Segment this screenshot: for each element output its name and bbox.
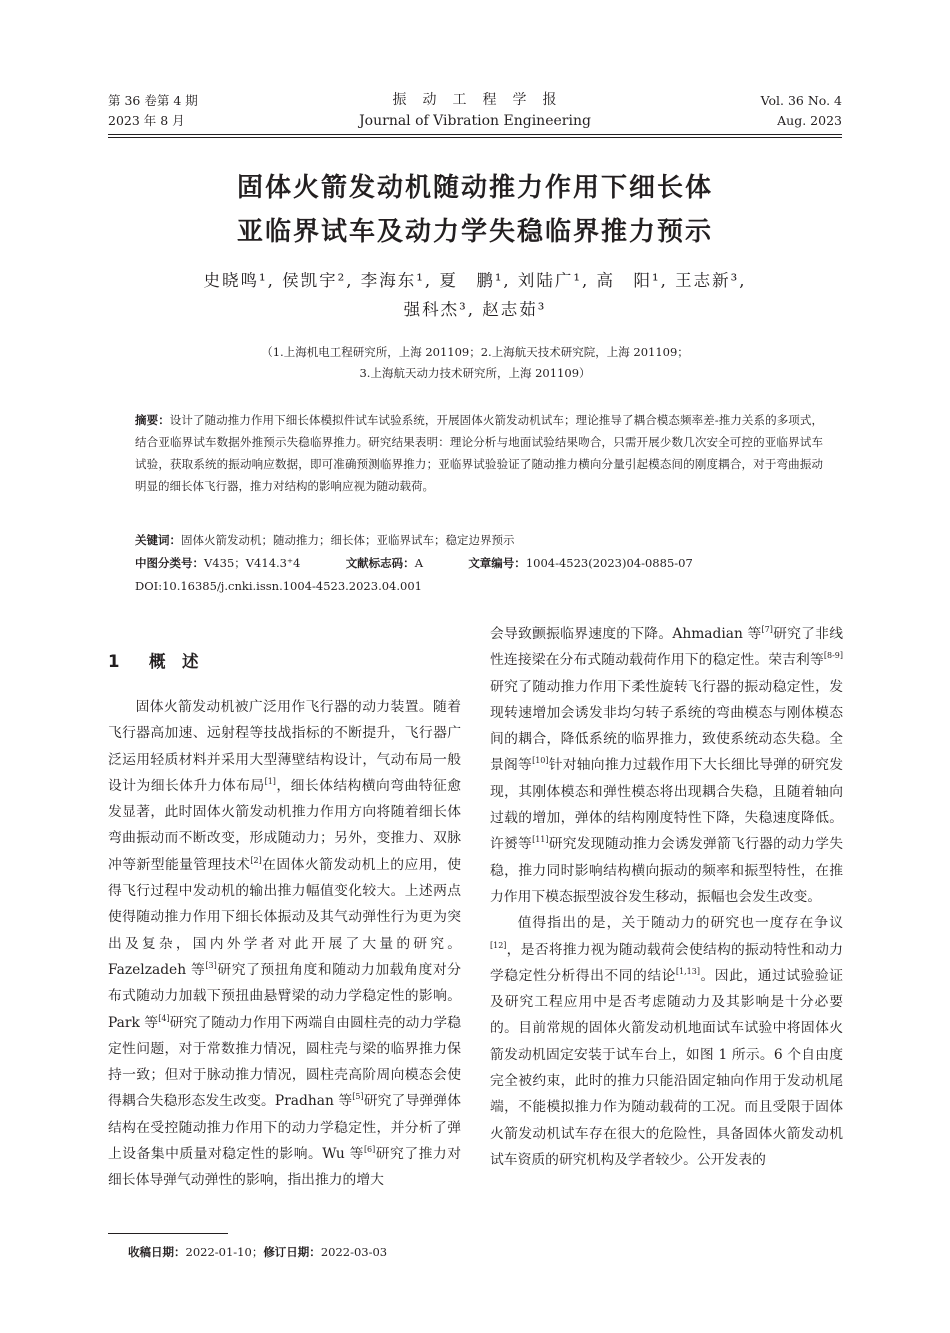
doc-code-label: 文献标志码：	[345, 556, 415, 570]
citation[interactable]: [12]	[490, 940, 507, 950]
clc-label: 中图分类号：	[135, 556, 204, 570]
keywords-text: 固体火箭发动机；随动推力；细长体；亚临界试车；稳定边界预示	[181, 533, 515, 547]
journal-name-cn: 振 动 工 程 学 报	[392, 92, 558, 108]
right-column-body	[490, 621, 843, 1173]
citation[interactable]: [6]	[363, 1145, 376, 1155]
volume-issue: 第 36 卷第 4 期	[108, 93, 198, 108]
section-title: 概 述	[148, 652, 199, 671]
header-rule-top	[108, 134, 842, 135]
affiliation-line2: 3.上海航天动力技术研究所，上海 201109）	[359, 366, 591, 380]
citation[interactable]: [1]	[264, 776, 276, 786]
abstract-label: 摘要：	[135, 413, 170, 427]
left-column-body	[108, 694, 461, 1194]
footnote-dates: 收稿日期：2022-01-10；修订日期：2022-03-03	[128, 1245, 388, 1259]
citation[interactable]: [10]	[532, 756, 549, 766]
author-list-line2: 强科杰³, 赵志茹³	[403, 300, 547, 319]
classification-line	[135, 552, 823, 574]
author-list-line1: 史晓鸣¹, 侯凯宇², 李海东¹, 夏 鹏¹, 刘陆广¹, 高 阳¹, 王志新³,	[203, 271, 747, 290]
citation[interactable]: [11]	[532, 835, 549, 845]
abstract	[135, 409, 823, 497]
abstract-text: 设计了随动推力作用下细长体模拟件试车试验系统，开展固体火箭发动机试车；理论推导了耦合模态频率差-推力关系的多项式，结合亚临界试车数据外推预示失稳临界推力。研究结果表明：理论分析与地面试验结果吻合，只需开展少数几次安全可控的亚临界试车试验，获取系统的振动响应数据，即可准确预测临界推力；亚临界试验验证了随动推力横向分量引起模态间的刚度耦合，对于弯曲振动明显的细长体飞行器，推力对结构的影响应视为随动载荷。	[135, 413, 823, 493]
keywords-label: 关键词：	[135, 533, 181, 547]
citation[interactable]: [2]	[250, 855, 262, 865]
affiliation-line1: （1.上海机电工程研究所，上海 201109；2.上海航天技术研究院，上海 201109；	[261, 345, 689, 359]
received-label: 收稿日期：	[128, 1245, 186, 1259]
publication-date: 2023 年 8 月	[108, 113, 185, 128]
footnote-rule	[108, 1233, 228, 1234]
paragraph: 值得指出的是，关于随动力的研究也一度存在争议[12]，是否将推力视为随动载荷会使结构的振动特性和动力学稳定性分析得出不同的结论[1,13]。因此，通过试验验证及研究工程应用中是否考虑随动力及其影响是十分必要的。目前常规的固体火箭发动机地面试车试验中将固体火箭发动机固定安装于试车台上，如图 1 所示。6 个自由度完全被约束，此时的推力只能沿固定轴向作用于发动机尾端，不能模拟推力作为随动载荷的工况。而且受限于固体火箭发动机试车存在很大的危险性，具备固体火箭发动机试车资质的研究机构及学者较少。公开发表的	[490, 915, 844, 1168]
publication-date-en: Aug. 2023	[777, 113, 842, 128]
received-date: 2022-01-10	[185, 1245, 252, 1259]
paper-title-line1: 固体火箭发动机随动推力作用下细长体	[236, 173, 713, 203]
clc-value: V435；V414.3⁺4	[204, 556, 301, 570]
section-heading	[108, 648, 198, 672]
section-number: 1	[108, 652, 120, 671]
header-rule-bottom	[108, 137, 842, 138]
volume-issue-en: Vol. 36 No. 4	[760, 93, 842, 108]
revised-date: 2022-03-03	[320, 1245, 388, 1259]
citation[interactable]: [3]	[205, 960, 217, 970]
paper-title-line2: 亚临界试车及动力学失稳临界推力预示	[236, 217, 713, 247]
paragraph: 固体火箭发动机被广泛用作飞行器的动力装置。随着飞行器高加速、远射程等技战指标的不断提升，飞行器广泛运用轻质材料并采用大型薄壁结构设计，气动布局一般设计为细长体升力体布局[1]，细长体结构横向弯曲特征愈发显著，此时固体火箭发动机推力作用方向将随着细长体弯曲振动而不断改变，形成随动力；另外，变推力、双脉冲等新型能量管理技术[2]在固体火箭发动机上的应用，使得飞行过程中发动机的输出推力幅值变化较大。上述两点使得随动推力作用下细长体振动及其气动弹性行为更为突出及复杂，国内外学者对此开展了大量的研究。Fazelzadeh 等[3]研究了预扭角度和随动力加载角度对分布式随动力加载下预扭曲悬臂梁的动力学稳定性的影响。Park 等[4]研究了随动力作用下两端自由圆柱壳的动力学稳定性问题，对于常数推力情况，圆柱壳与梁的临界推力保持一致；但对于脉动推力情况，圆柱壳高阶周向模态会使得耦合失稳形态发生改变。Pradhan 等[5]研究了导弹弹体结构在受控随动推力作用下的动力学稳定性，并分析了弹上设备集中质量对稳定性的影响。Wu 等[6]研究了推力对细长体导弹气动弹性的影响，指出推力的增大	[108, 699, 462, 1189]
article-number-value: 1004-4523(2023)04-0885-07	[525, 556, 693, 570]
keywords	[135, 529, 823, 551]
journal-name-en: Journal of Vibration Engineering	[359, 113, 591, 129]
doc-code-value: A	[414, 556, 423, 570]
citation[interactable]: [8-9]	[823, 651, 843, 661]
citation[interactable]: [1,13]	[675, 966, 700, 976]
article-number-label: 文章编号：	[468, 556, 526, 570]
citation[interactable]: [7]	[761, 625, 773, 634]
paragraph: 会导致颤振临界速度的下降。Ahmadian 等[7]研究了非线性连接梁在分布式随动载荷作用下的稳定性。荣吉利等[8-9]研究了随动推力作用下柔性旋转飞行器的振动稳定性，发现转速增加会诱发非均匀转子系统的弯曲模态与刚体模态间的耦合，降低系统的临界推力，致使系统动态失稳。全景阁等[10]针对轴向推力过载作用下大长细比导弹的研究发现，其刚体模态和弹性模态将出现耦合失稳，且随着轴向过载的增加，弹体的结构刚度特性下降，失稳速度降低。许赟等[11]研究发现随动推力会诱发弹箭飞行器的动力学失稳，推力同时影响结构横向振动的频率和振型特性，在推力作用下模态振型波谷发生移动，振幅也会发生改变。	[490, 625, 844, 905]
revised-label: 修订日期：	[263, 1245, 321, 1259]
doi: DOI:10.16385/j.cnki.issn.1004-4523.2023.04.001	[135, 579, 422, 593]
citation[interactable]: [4]	[158, 1013, 170, 1023]
citation[interactable]: [5]	[352, 1092, 364, 1102]
